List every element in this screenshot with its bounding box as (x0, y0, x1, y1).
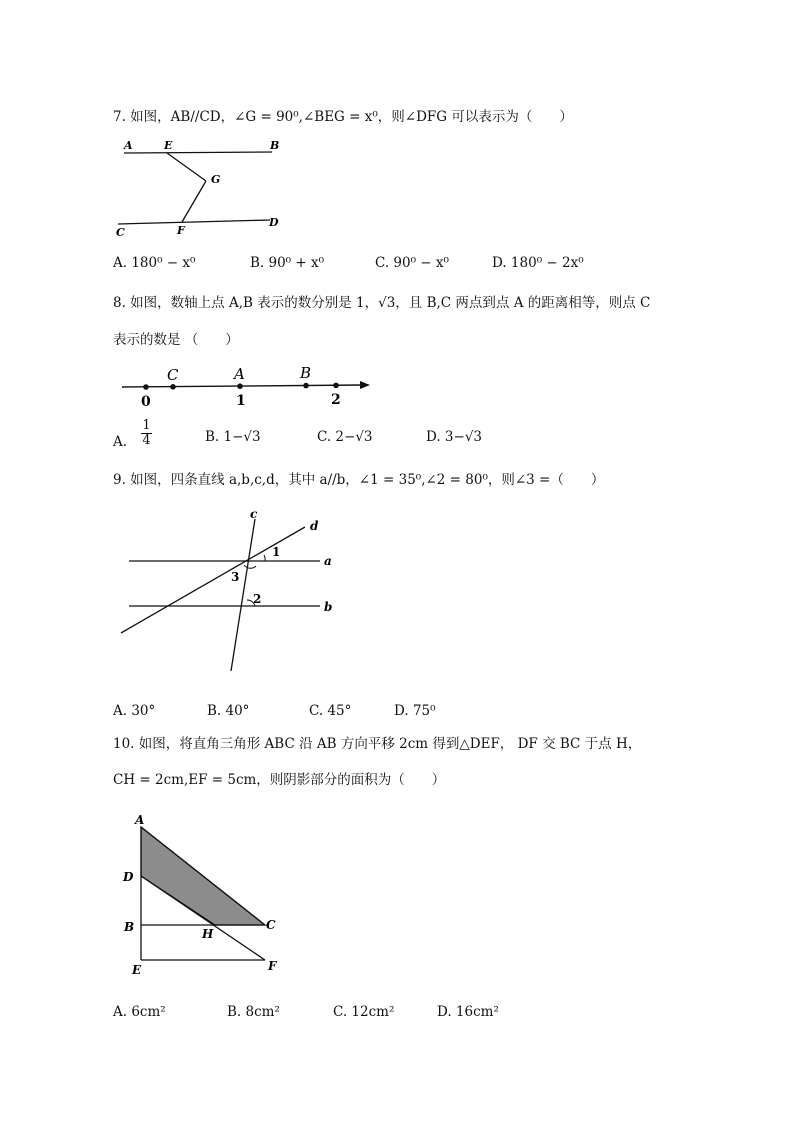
q8-option-a (113, 419, 152, 455)
q10-stem-line2: CH = 2cm,EF = 5cm，则阴影部分的面积为（ ） (113, 772, 446, 788)
q8-option-d: D. 3−√3 (426, 429, 483, 445)
q8-stem-line2: 表示的数是 （ ） (113, 332, 239, 348)
q9-option-d: D. 75⁰ (394, 703, 436, 719)
q8-option-a-denominator: 4 (142, 433, 151, 448)
q10-stem-line1: 10. 如图，将直角三角形 ABC 沿 AB 方向平移 2cm 得到△DEF， DF 交 BC 于点 H， (113, 736, 642, 752)
q10-label-A: A (135, 813, 145, 827)
q9-angle-3: 3 (231, 570, 240, 584)
q7-label-A: A (124, 139, 133, 152)
q7-label-G: G (211, 173, 221, 186)
q8-label-A: A (234, 365, 245, 383)
q10-option-c: C. 12cm² (333, 1004, 395, 1020)
q9-angle-1: 1 (272, 545, 281, 559)
q8-option-a-numerator: 1 (142, 418, 151, 433)
q7-option-a: A. 180⁰ − x⁰ (113, 255, 196, 271)
q8-option-c: C. 2−√3 (317, 429, 373, 445)
q9-label-b: b (324, 600, 333, 614)
q8-tick-2: 2 (331, 392, 341, 408)
q8-option-a-label: A. (113, 434, 128, 450)
q10-option-d: D. 16cm² (437, 1004, 499, 1020)
q7-label-C: C (116, 226, 125, 236)
q10-label-D: D (123, 870, 134, 884)
q9-option-a: A. 30° (113, 703, 156, 719)
q7-label-B: B (270, 139, 280, 152)
q9-figure (115, 505, 355, 675)
q9-label-d: d (310, 519, 319, 533)
q8-label-C: C (167, 366, 179, 384)
q9-option-c: C. 45° (309, 703, 352, 719)
q10-label-F: F (268, 959, 277, 973)
q9-option-b: B. 40° (207, 703, 250, 719)
q8-stem-line1: 8. 如图，数轴上点 A,B 表示的数分别是 1，√3，且 B,C 两点到点 A 的距离相等，则点 C (113, 295, 651, 311)
q10-label-H: H (202, 927, 214, 941)
q8-tick-1: 1 (236, 393, 246, 409)
q7-figure (112, 136, 312, 236)
q7-option-d: D. 180⁰ − 2x⁰ (492, 255, 584, 271)
q7-option-b: B. 90⁰ + x⁰ (250, 255, 325, 271)
q10-figure (118, 810, 298, 980)
q10-label-C: C (266, 918, 276, 932)
q7-label-F: F (177, 224, 185, 236)
q10-label-E: E (132, 963, 142, 977)
q9-label-a: a (324, 554, 332, 568)
q8-option-a-fraction (141, 419, 151, 448)
q10-option-a: A. 6cm² (113, 1004, 166, 1020)
q9-label-c: c (250, 507, 258, 521)
q8-option-b: B. 1−√3 (205, 429, 261, 445)
q7-label-D: D (269, 216, 279, 229)
q10-option-b: B. 8cm² (227, 1004, 280, 1020)
q7-stem: 7. 如图，AB//CD，∠G = 90⁰,∠BEG = x⁰，则∠DFG 可以表示为（ ） (113, 109, 573, 125)
q7-option-c: C. 90⁰ − x⁰ (375, 255, 449, 271)
q8-tick-0: 0 (141, 394, 151, 410)
q9-stem: 9. 如图，四条直线 a,b,c,d，其中 a//b，∠1 = 35⁰,∠2 = 80⁰，则∠3 =（ ） (113, 472, 605, 488)
q10-label-B: B (124, 920, 135, 934)
q8-label-B: B (300, 364, 312, 382)
q7-label-E: E (164, 139, 173, 152)
q9-angle-2: 2 (253, 592, 262, 606)
q8-number-line (118, 363, 388, 413)
